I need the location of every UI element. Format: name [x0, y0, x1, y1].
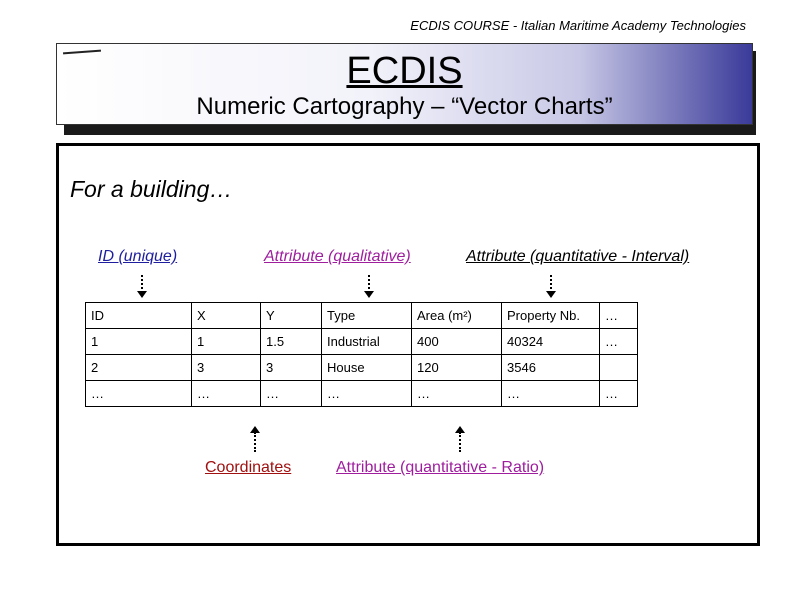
content-heading: For a building… — [70, 176, 233, 202]
header-id: ID — [86, 303, 192, 329]
header-area: Area (m²) — [412, 303, 502, 329]
header-property-nb: Property Nb. — [502, 303, 600, 329]
arrow-down-icon — [546, 275, 556, 299]
table-cell: 3 — [261, 355, 322, 381]
table-row — [86, 355, 638, 381]
table-cell: 120 — [412, 355, 502, 381]
table-cell — [600, 355, 638, 381]
table-cell: 1 — [192, 329, 261, 355]
arrow-down-icon — [364, 275, 374, 299]
title-banner — [56, 43, 753, 125]
header-y: Y — [261, 303, 322, 329]
label-attribute-interval: Attribute (quantitative - Interval) — [466, 248, 690, 265]
table-cell: 3546 — [502, 355, 600, 381]
table-cell: 3 — [192, 355, 261, 381]
header-x: X — [192, 303, 261, 329]
table-cell: … — [192, 381, 261, 407]
arrow-up-icon — [250, 426, 260, 454]
label-id-unique: ID (unique) — [98, 248, 178, 265]
table-cell: 1 — [86, 329, 192, 355]
banner-title: ECDIS — [346, 50, 463, 92]
table-header-row — [86, 303, 638, 329]
course-header: ECDIS COURSE - Italian Maritime Academy Technologies — [410, 18, 746, 33]
table-cell: … — [412, 381, 502, 407]
label-attribute-qualitative: Attribute (qualitative) — [264, 248, 411, 265]
label-attribute-ratio: Attribute (quantitative - Ratio) — [336, 459, 545, 476]
arrow-down-icon — [137, 275, 147, 299]
table-cell: 400 — [412, 329, 502, 355]
table-cell: … — [600, 381, 638, 407]
label-coordinates: Coordinates — [205, 459, 292, 476]
attribute-table — [85, 302, 638, 407]
header-type: Type — [322, 303, 412, 329]
arrow-up-icon — [455, 426, 465, 454]
table-cell: … — [502, 381, 600, 407]
table-cell: 40324 — [502, 329, 600, 355]
banner-subtitle: Numeric Cartography – “Vector Charts” — [196, 93, 613, 120]
table-cell: 1.5 — [261, 329, 322, 355]
table-cell: 2 — [86, 355, 192, 381]
table-cell: Industrial — [322, 329, 412, 355]
table-cell: … — [86, 381, 192, 407]
table-cell: … — [600, 329, 638, 355]
header-more: … — [600, 303, 638, 329]
table-cell: … — [322, 381, 412, 407]
table-row — [86, 329, 638, 355]
table-cell: House — [322, 355, 412, 381]
table-row — [86, 381, 638, 407]
table-cell: … — [261, 381, 322, 407]
